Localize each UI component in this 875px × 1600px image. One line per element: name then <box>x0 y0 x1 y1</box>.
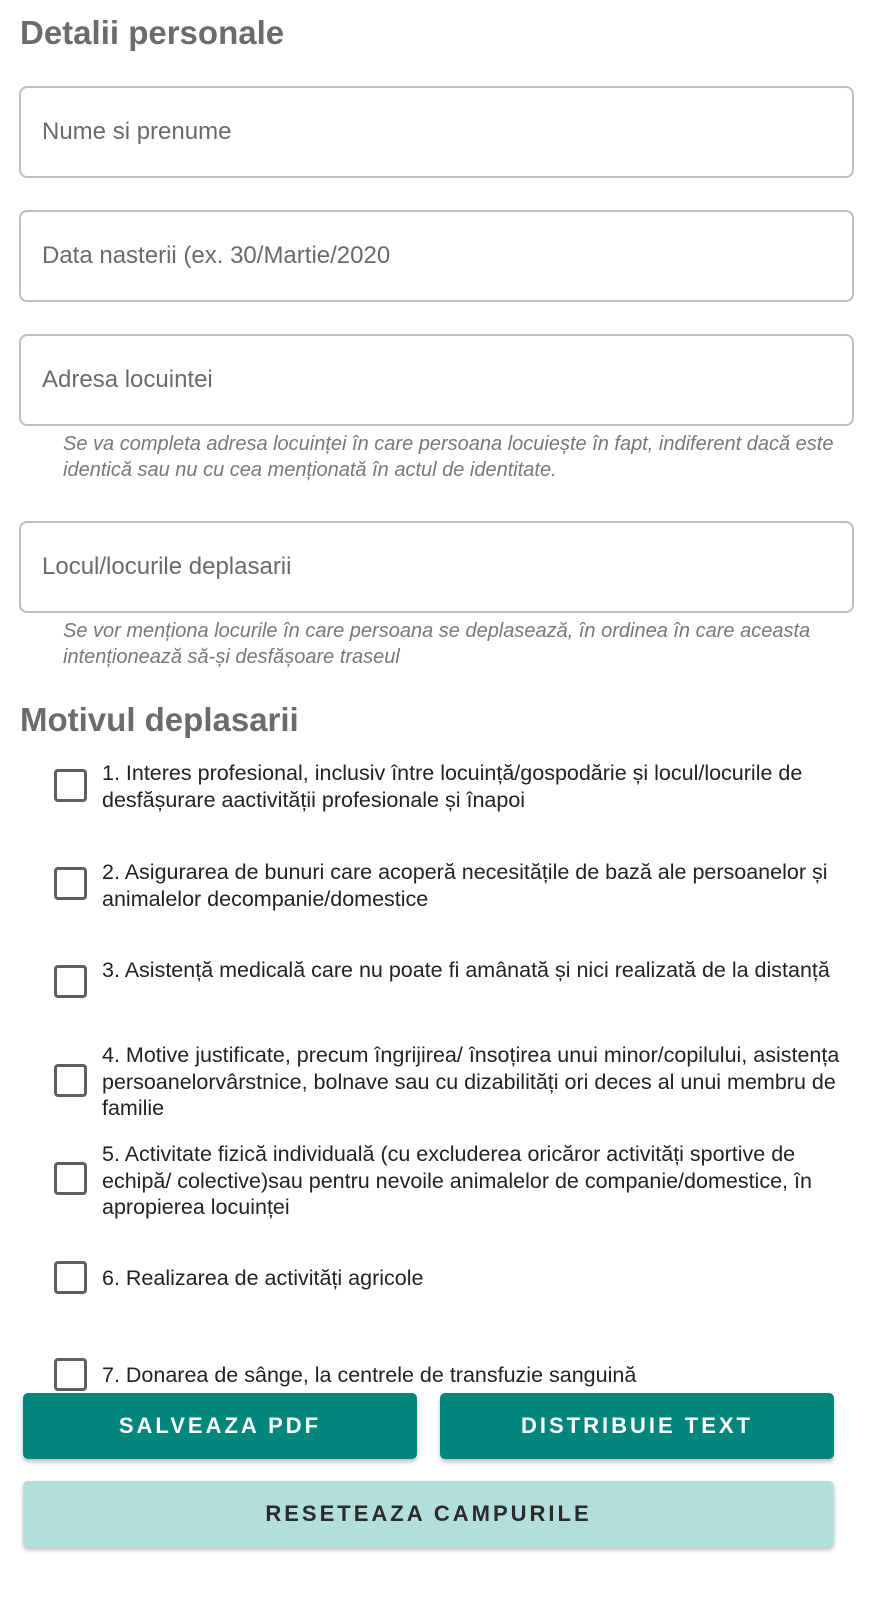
reason-checkbox-1[interactable] <box>54 769 87 802</box>
destination-input[interactable] <box>21 523 852 611</box>
bottom-action-bar <box>0 1410 875 1600</box>
birthdate-field[interactable] <box>19 210 854 302</box>
destination-helper-text: Se vor menționa locurile în care persoana se deplasează, în ordinea în care aceasta intenționează să-și desfășoare traseul <box>63 620 811 668</box>
reason-checkbox-4[interactable] <box>54 1064 87 1097</box>
address-input[interactable] <box>21 336 852 424</box>
reason-checkbox-2[interactable] <box>54 867 87 900</box>
name-input[interactable] <box>21 88 852 176</box>
reason-label-1: 1. Interes profesional, inclusiv între locuință/gospodărie și locul/locurile de desfășurare aactivității profesionale și înapoi <box>102 761 803 812</box>
share-text-button[interactable]: DISTRIBUIE TEXT <box>440 1393 834 1459</box>
destination-field[interactable] <box>19 521 854 613</box>
reason-checkbox-7[interactable] <box>54 1358 87 1391</box>
reason-checkbox-5[interactable] <box>54 1162 87 1195</box>
section-title-travel-reason: Motivul deplasarii <box>20 701 299 738</box>
reason-label-4: 4. Motive justificate, precum îngrijirea/ însoțirea unui minor/copilului, asistența persoanelorvârstnice, bolnave sau cu dizabilități ori deces al unui membru de familie <box>102 1043 840 1120</box>
birthdate-input[interactable] <box>21 212 852 300</box>
reason-label-6: 6. Realizarea de activități agricole <box>102 1266 424 1290</box>
reason-label-2: 2. Asigurarea de bunuri care acoperă necesitățile de bază ale persoanelor și animalelor decompanie/domestice <box>102 860 828 911</box>
reason-label-3: 3. Asistență medicală care nu poate fi amânată și nici realizată de la distanță <box>102 958 830 982</box>
save-pdf-button[interactable]: SALVEAZA PDF <box>23 1393 417 1459</box>
section-title-personal-details: Detalii personale <box>20 14 285 51</box>
reason-checkbox-6[interactable] <box>54 1261 87 1294</box>
reason-checkbox-3[interactable] <box>54 965 87 998</box>
name-field[interactable] <box>19 86 854 178</box>
reset-fields-button[interactable]: RESETEAZA CAMPURILE <box>23 1481 834 1547</box>
reason-label-5: 5. Activitate fizică individuală (cu excluderea oricăror activități sportive de echipă/ colective)sau pentru nevoile animalelor de companie/domestice, în apropierea locuinței <box>102 1142 812 1219</box>
address-field[interactable] <box>19 334 854 426</box>
reason-label-7: 7. Donarea de sânge, la centrele de transfuzie sanguină <box>102 1363 637 1387</box>
address-helper-text: Se va completa adresa locuinței în care persoana locuiește în fapt, indiferent dacă este identică sau nu cu cea menționată în actul de identitate. <box>63 433 834 481</box>
